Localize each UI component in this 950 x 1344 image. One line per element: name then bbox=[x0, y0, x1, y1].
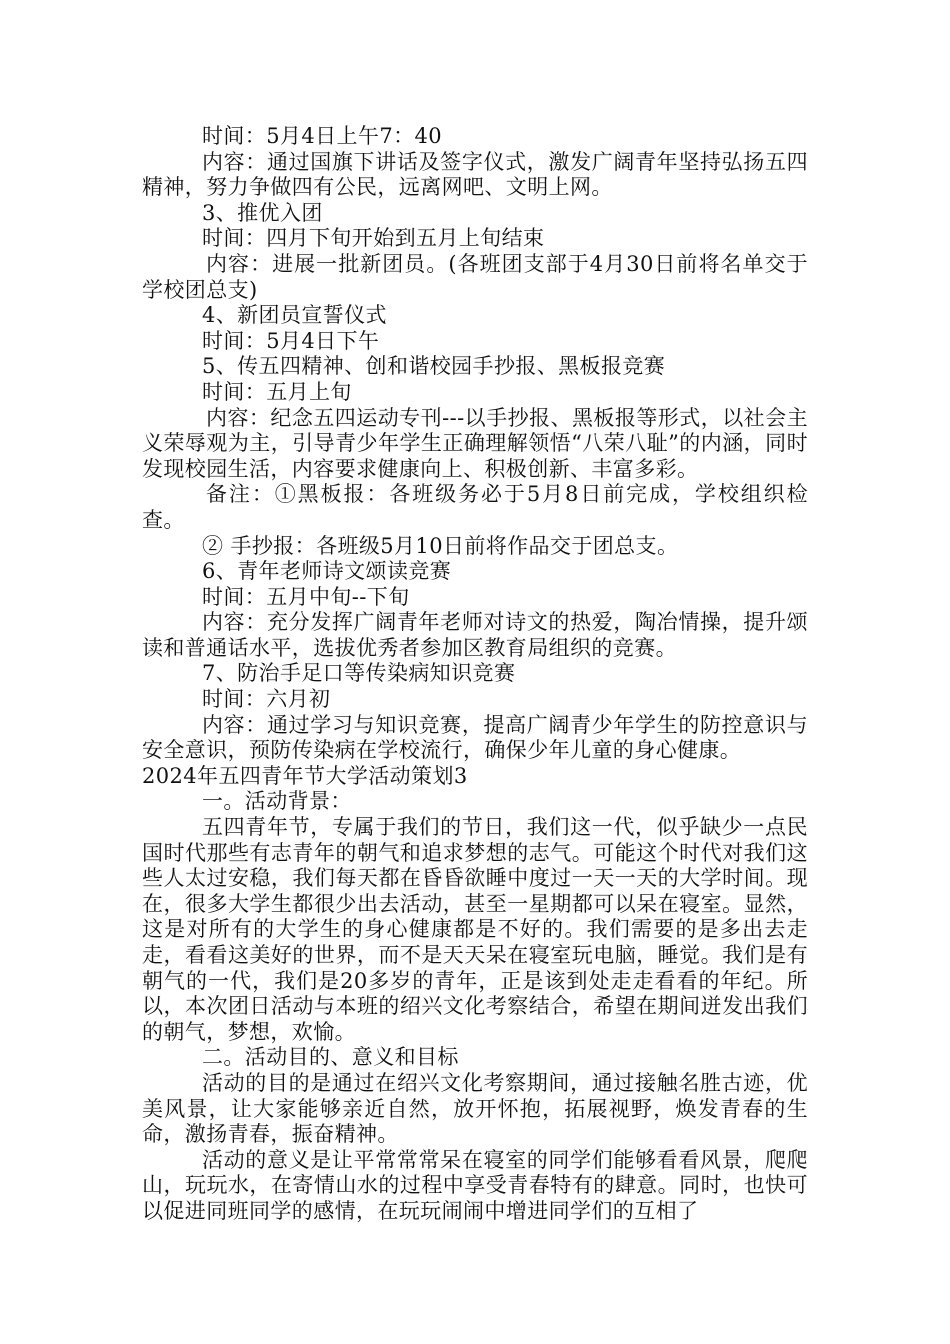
section-heading: 一。活动背景： bbox=[202, 789, 352, 814]
list-item-heading: 7、防治手足口等传染病知识竞赛 bbox=[202, 661, 516, 686]
document-body bbox=[142, 124, 808, 1225]
section-title: 2024年五四青年节大学活动策划3 bbox=[142, 763, 468, 788]
paragraph: 内容：通过国旗下讲话及签字仪式，激发广阔青年坚持弘扬五四精神，努力争做四有公民，远离网吧、文明上网。 bbox=[142, 149, 808, 200]
paragraph: 内容：通过学习与知识竞赛，提高广阔青少年学生的防控意识与安全意识，预防传染病在学校流行，确保少年儿童的身心健康。 bbox=[142, 712, 808, 763]
paragraph: 时间：5月4日上午7：40 bbox=[202, 124, 443, 148]
paragraph: 内容：纪念五四运动专刊---以手抄报、黑板报等形式，以社会主义荣辱观为主，引导青少年学生正确理解领悟“八荣八耻”的内涵，同时发现校园生活，内容要求健康向上、积极创新、丰富多彩。 bbox=[142, 405, 808, 481]
paragraph: 五四青年节，专属于我们的节日，我们这一代，似乎缺少一点民国时代那些有志青年的朝气和追求梦想的志气。可能这个时代对我们这些人太过安稳，我们每天都在昏昏欲睡中度过一天一天的大学时间。现在，很多大学生都很少出去活动，甚至一星期都可以呆在寝室。显然，这是对所有的大学生的身心健康都是不好的。我们需要的是多出去走走，看看这美好的世界，而不是天天呆在寝室玩电脑，睡觉。我们是有朝气的一代，我们是20多岁的青年，正是该到处走走看看的年纪。所以，本次团日活动与本班的绍兴文化考察结合，希望在期间迸发出我们的朝气，梦想，欢愉。 bbox=[142, 815, 808, 1044]
paragraph: 活动的意义是让平常常常呆在寝室的同学们能够看看风景，爬爬山，玩玩水，在寄情山水的过程中享受青春特有的肆意。同时，也快可以促进同班同学的感情，在玩玩闹闹中增进同学们的互相了 bbox=[142, 1147, 808, 1223]
list-item-heading: 5、传五四精神、创和谐校园手抄报、黑板报竞赛 bbox=[202, 354, 666, 379]
list-item-heading: 3、推优入团 bbox=[202, 200, 323, 225]
paragraph: 时间：5月4日下午 bbox=[202, 328, 380, 353]
paragraph: 内容：充分发挥广阔青年老师对诗文的热爱，陶冶情操，提升颂读和普通话水平，选拔优秀者参加区教育局组织的竞赛。 bbox=[142, 610, 808, 660]
list-item-heading: 6、青年老师诗文颂读竞赛 bbox=[202, 559, 452, 584]
list-item-heading: 4、新团员宣誓仪式 bbox=[202, 303, 387, 328]
paragraph: 时间：六月初 bbox=[202, 687, 331, 712]
paragraph: 时间：五月上旬 bbox=[202, 379, 352, 404]
paragraph: 时间：四月下旬开始到五月上旬结束 bbox=[202, 226, 545, 251]
paragraph: 内容：进展一批新团员。(各班团支部于4月30日前将名单交于学校团总支) bbox=[142, 251, 808, 302]
section-heading: 二。活动目的、意义和目标 bbox=[202, 1045, 459, 1070]
paragraph: ② 手抄报：各班级5月10日前将作品交于团总支。 bbox=[202, 533, 679, 558]
paragraph: 活动的目的是通过在绍兴文化考察期间，通过接触名胜古迹，优美风景，让大家能够亲近自然，放开怀抱，拓展视野，焕发青春的生命，激扬青春，振奋精神。 bbox=[142, 1070, 808, 1147]
paragraph: 备注：①黑板报：各班级务必于5月8日前完成，学校组织检查。 bbox=[142, 482, 808, 532]
paragraph: 时间：五月中旬--下旬 bbox=[202, 584, 410, 609]
